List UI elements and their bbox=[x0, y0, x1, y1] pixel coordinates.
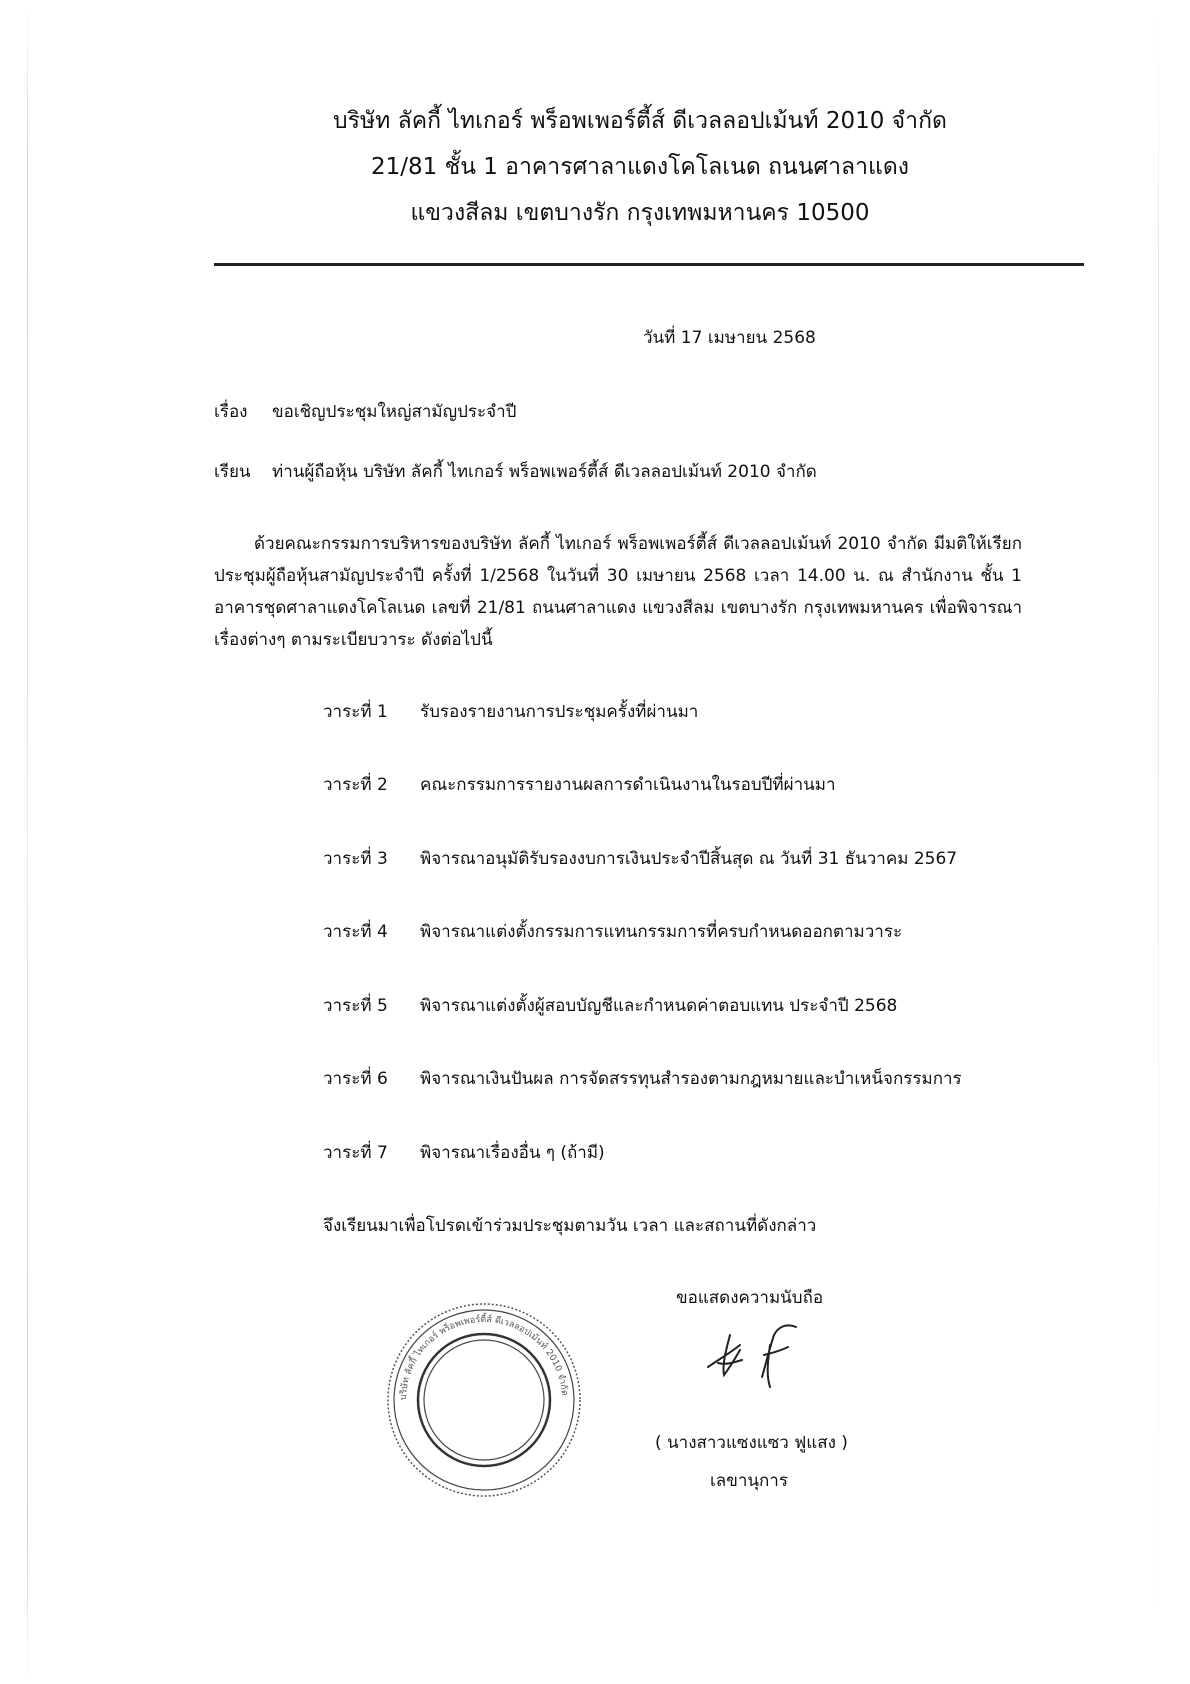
subject-label: เรื่อง bbox=[214, 402, 248, 422]
agenda-item bbox=[323, 992, 897, 1019]
agenda-item bbox=[323, 918, 902, 945]
agenda-item bbox=[323, 845, 957, 872]
agenda-text: พิจารณาอนุมัติรับรองงบการเงินประจำปีสิ้นสุด ณ วันที่ 31 ธันวาคม 2567 bbox=[420, 849, 958, 869]
agenda-text: พิจารณาเงินปันผล การจัดสรรทุนสำรองตามกฎหมายและบำเหน็จกรรมการ bbox=[420, 1069, 962, 1089]
agenda-item bbox=[323, 771, 836, 798]
agenda-item bbox=[323, 1065, 962, 1092]
subject-text: ขอเชิญประชุมใหญ่สามัญประจำปี bbox=[272, 402, 517, 422]
agenda-number: วาระที่ 6 bbox=[323, 1069, 388, 1089]
agenda-text: รับรองรายงานการประชุมครั้งที่ผ่านมา bbox=[420, 702, 699, 722]
agenda-number: วาระที่ 4 bbox=[323, 922, 388, 942]
agenda-text: พิจารณาแต่งตั้งผู้สอบบัญชีและกำหนดค่าตอบแทน ประจำปี 2568 bbox=[420, 996, 898, 1016]
agenda-text: คณะกรรมการรายงานผลการดำเนินงานในรอบปีที่ผ่านมา bbox=[420, 775, 836, 795]
letter-date: วันที่ 17 เมษายน 2568 bbox=[643, 328, 816, 348]
recipient-text: ท่านผู้ถือหุ้น บริษัท ลัคกี้ ไทเกอร์ พร็อพเพอร์ตี้ส์ ดีเวลลอปเม้นท์ 2010 จำกัด bbox=[272, 462, 817, 482]
agenda-item bbox=[323, 1139, 605, 1166]
agenda-number: วาระที่ 2 bbox=[323, 775, 388, 795]
recipient-line bbox=[214, 458, 817, 485]
agenda-text: พิจารณาเรื่องอื่น ๆ (ถ้ามี) bbox=[420, 1143, 605, 1163]
agenda-number: วาระที่ 1 bbox=[323, 702, 388, 722]
agenda-text: พิจารณาแต่งตั้งกรรมการแทนกรรมการที่ครบกำหนดออกตามวาระ bbox=[420, 922, 903, 942]
recipient-label: เรียน bbox=[214, 462, 251, 482]
company-name: บริษัท ลัคกี้ ไทเกอร์ พร็อพเพอร์ตี้ส์ ดีเวลลอปเม้นท์ 2010 จำกัด bbox=[333, 108, 947, 134]
agenda-number: วาระที่ 7 bbox=[323, 1143, 388, 1163]
agenda-item bbox=[323, 698, 698, 725]
agenda-number: วาระที่ 5 bbox=[323, 996, 388, 1016]
address-line-2: แขวงสีลม เขตบางรัก กรุงเทพมหานคร 10500 bbox=[410, 200, 870, 226]
agenda-number: วาระที่ 3 bbox=[323, 849, 388, 869]
signer-title: เลขานุการ bbox=[710, 1471, 788, 1491]
handwritten-signature bbox=[700, 1305, 820, 1405]
scan-edge-left bbox=[27, 0, 28, 1684]
regards-text: ขอแสดงความนับถือ bbox=[676, 1288, 824, 1308]
seal-ring-text: บริษัท ลัคกี้ ไทเกอร์ พร็อพเพอร์ตี้ส์ ดีเวลลอปเม้นท์ 2010 จำกัด bbox=[398, 1314, 569, 1401]
address-line-1: 21/81 ชั้น 1 อาคารศาลาแดงโคโลเนด ถนนศาลาแดง bbox=[371, 154, 909, 180]
body-paragraph: ด้วยคณะกรรมการบริหารของบริษัท ลัคกี้ ไทเกอร์ พร็อพเพอร์ตี้ส์ ดีเวลลอปเม้นท์ 2010 จำกัด มีมติให้เรียกประชุมผู้ถือหุ้นสามัญประจำปี ครั้งที่ 1/2568 ในวันที่ 30 เมษายน 2568 เวลา 14.00 น. ณ สำนักงาน ชั้น 1 อาคารชุดศาลาแดงโคโลเนด เลขที่ 21/81 ถนนศาลาแดง แขวงสีลม เขตบางรัก กรุงเทพมหานคร เพื่อพิจารณาเรื่องต่างๆ ตามระเบียบวาระ ดังต่อไปนี้ bbox=[214, 534, 1022, 650]
scan-edge-right bbox=[1158, 0, 1159, 1684]
header-divider bbox=[214, 263, 1084, 266]
closing-sentence: จึงเรียนมาเพื่อโปรดเข้าร่วมประชุมตามวัน เวลา และสถานที่ดังกล่าว bbox=[323, 1216, 817, 1236]
subject-line bbox=[214, 398, 516, 425]
company-seal bbox=[384, 1300, 584, 1500]
signer-name: ( นางสาวแซงแซว ฟูแสง ) bbox=[655, 1433, 848, 1453]
